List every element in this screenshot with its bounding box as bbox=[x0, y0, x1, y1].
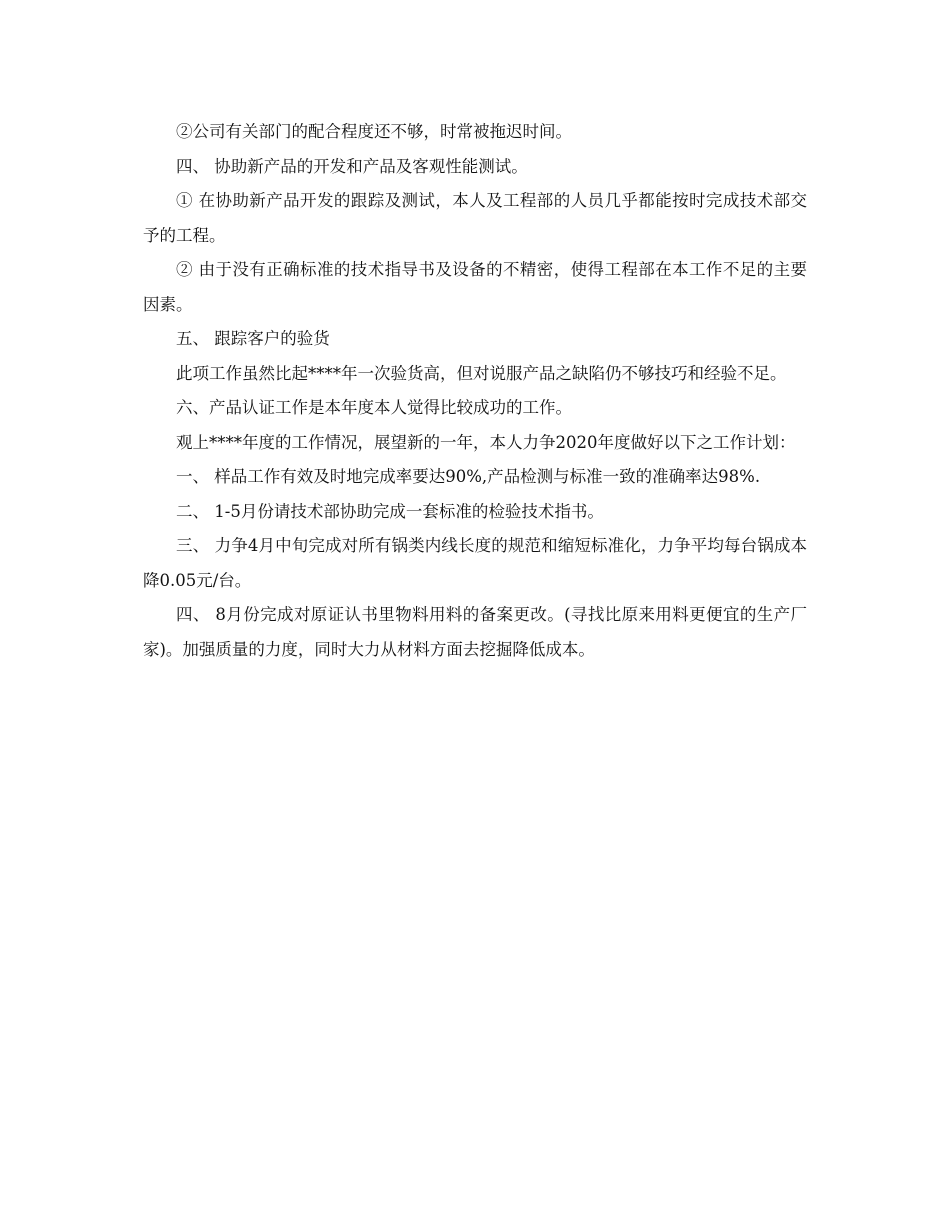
paragraph-inspection-result: 此项工作虽然比起****年一次验货高，但对说服产品之缺陷仍不够技巧和经验不足。 bbox=[176, 363, 787, 383]
paragraph-dept-cooperation: ②公司有关部门的配合程度还不够，时常被拖迟时间。 bbox=[176, 122, 572, 141]
paragraph-missing-standards: ② 由于没有正确标准的技术指导书及设备的不精密，使得工程部在本工作不足的主要因素。 bbox=[143, 260, 807, 314]
document-body bbox=[143, 115, 807, 667]
plan-item-samples: 一、 样品工作有效及时地完成率要达90%,产品检测与标准一致的准确率达98%. bbox=[176, 467, 761, 486]
plan-item-wire-standardization: 三、 力争4月中旬完成对所有锅类内线长度的规范和缩短标准化，力争平均每台锅成本降0.05元/台。 bbox=[143, 536, 807, 590]
plan-item-material-record: 四、 8月份完成对原证认书里物料用料的备案更改。(寻找比原来用料更便宜的生产厂家)。加强质量的力度，同时大力从材料方面去挖掘降低成本。 bbox=[143, 605, 807, 659]
heading-new-product-development: 四、 协助新产品的开发和产品及客观性能测试。 bbox=[176, 156, 528, 176]
paragraph-plan-intro: 观上****年度的工作情况，展望新的一年，本人力争2020年度做好以下之工作计划： bbox=[176, 432, 796, 452]
heading-customer-inspection: 五、 跟踪客户的验货 bbox=[176, 329, 330, 348]
plan-item-guidebook: 二、 1-5月份请技术部协助完成一套标准的检验技术指书。 bbox=[176, 501, 604, 521]
paragraph-tracking-testing: ① 在协助新产品开发的跟踪及测试，本人及工程部的人员几乎都能按时完成技术部交予的工程。 bbox=[143, 191, 807, 245]
heading-product-certification: 六、产品认证工作是本年度本人觉得比较成功的工作。 bbox=[176, 398, 572, 417]
